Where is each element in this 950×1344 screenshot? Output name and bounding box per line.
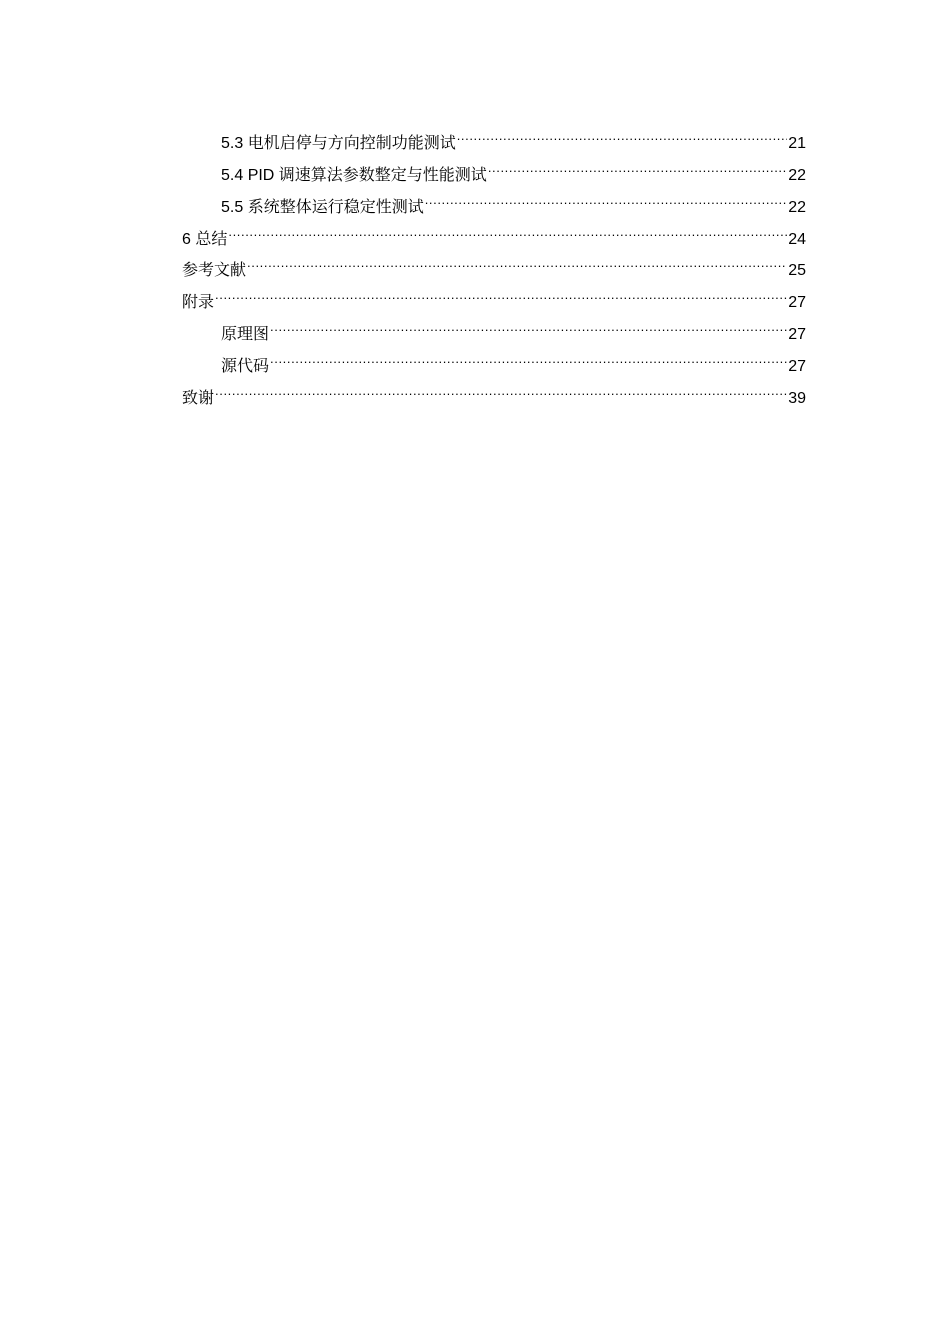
toc-entry-page-number: 21	[788, 134, 806, 152]
toc-dot-leader	[215, 371, 787, 403]
toc-entry-page-number: 25	[788, 262, 806, 280]
toc-entry-6-summary[interactable]	[182, 212, 806, 248]
toc-entry-appendix[interactable]	[182, 275, 806, 312]
toc-entry-page-number: 22	[788, 198, 806, 216]
toc-dot-leader	[228, 212, 787, 244]
toc-entry-label: 原理图	[221, 326, 270, 344]
toc-dot-leader	[270, 339, 787, 371]
toc-entry-page-number: 24	[788, 230, 806, 248]
toc-entry-page-number: 27	[788, 294, 806, 312]
toc-entry-label: 致谢	[182, 388, 215, 408]
toc-entry-schematic[interactable]	[182, 307, 806, 344]
toc-dot-leader	[457, 116, 788, 148]
toc-dot-leader	[488, 148, 787, 180]
toc-entry-label: 源代码	[221, 358, 270, 376]
toc-entry-label: 附录	[182, 294, 215, 312]
toc-dot-leader	[247, 244, 787, 276]
toc-entry-page-number: 39	[788, 390, 806, 408]
toc-entry-label: 5.5 系统整体运行稳定性测试	[221, 198, 424, 216]
toc-entry-page-number: 22	[788, 166, 806, 184]
toc-dot-leader	[425, 180, 788, 212]
toc-entry-page-number: 27	[788, 326, 806, 344]
toc-entry-5-3[interactable]	[182, 116, 806, 152]
table-of-contents	[182, 116, 806, 408]
toc-entry-label: 6 总结	[182, 230, 228, 248]
toc-dot-leader	[215, 275, 787, 307]
toc-entry-label: 参考文献	[182, 260, 247, 280]
toc-entry-label: 5.4 PID 调速算法参数整定与性能测试	[221, 166, 487, 184]
toc-dot-leader	[270, 307, 787, 339]
toc-entry-page-number: 27	[788, 358, 806, 376]
toc-entry-references[interactable]	[182, 244, 806, 280]
toc-entry-label: 5.3 电机启停与方向控制功能测试	[221, 134, 456, 152]
toc-entry-source-code[interactable]	[182, 339, 806, 376]
toc-entry-acknowledgements[interactable]	[182, 371, 806, 408]
